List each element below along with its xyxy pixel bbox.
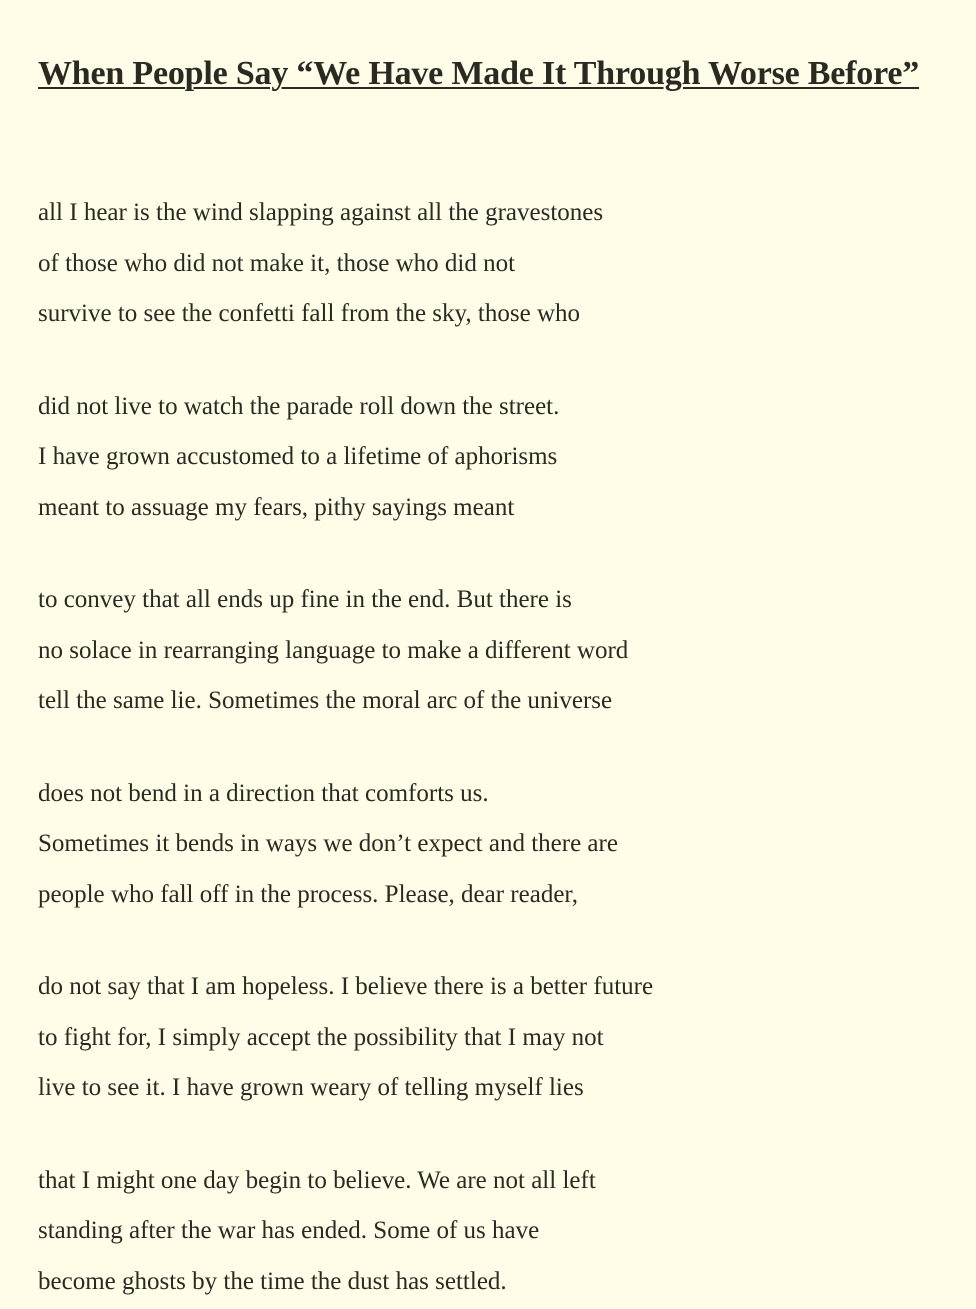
poem-title: When People Say “We Have Made It Through Worse Before” bbox=[38, 55, 920, 92]
poem-line: live to see it. I have grown weary of telling myself lies bbox=[38, 1074, 584, 1101]
stanza-4 bbox=[38, 769, 976, 921]
poem-line: did not live to watch the parade roll down the street. bbox=[38, 392, 560, 420]
stanza-5 bbox=[38, 962, 976, 1114]
poem-line: all I hear is the wind slapping against all the gravestones bbox=[38, 199, 604, 226]
stanza-3 bbox=[38, 575, 976, 727]
stanza-6 bbox=[38, 1156, 976, 1308]
poem-line: Sometimes it bends in ways we don’t expect and there are bbox=[38, 830, 618, 857]
poem-line: people who fall off in the process. Please, dear reader, bbox=[38, 880, 578, 908]
poem-line: standing after the war has ended. Some of us have bbox=[38, 1217, 540, 1244]
poem-line: to fight for, I simply accept the possibility that I may not bbox=[38, 1023, 604, 1051]
poem-line: of those who did not make it, those who did not bbox=[38, 249, 516, 277]
poem-line: to convey that all ends up fine in the end. But there is bbox=[38, 586, 572, 613]
poem-line: I have grown accustomed to a lifetime of aphorisms bbox=[38, 443, 558, 470]
poem-line: do not say that I am hopeless. I believe there is a better future bbox=[38, 973, 654, 1000]
poem-line: does not bend in a direction that comforts us. bbox=[38, 779, 489, 807]
poem-body bbox=[38, 188, 976, 1307]
poem-line: survive to see the confetti fall from the sky, those who bbox=[38, 300, 580, 327]
poem-line: become ghosts by the time the dust has settled. bbox=[38, 1267, 507, 1295]
poem-line: no solace in rearranging language to make a different word bbox=[38, 636, 629, 664]
poem-line: that I might one day begin to believe. We are not all left bbox=[38, 1166, 596, 1194]
stanza-2 bbox=[38, 382, 976, 534]
stanza-1 bbox=[38, 188, 976, 340]
poem-line: meant to assuage my fears, pithy sayings meant bbox=[38, 493, 515, 521]
poem-line: tell the same lie. Sometimes the moral arc of the universe bbox=[38, 687, 613, 714]
